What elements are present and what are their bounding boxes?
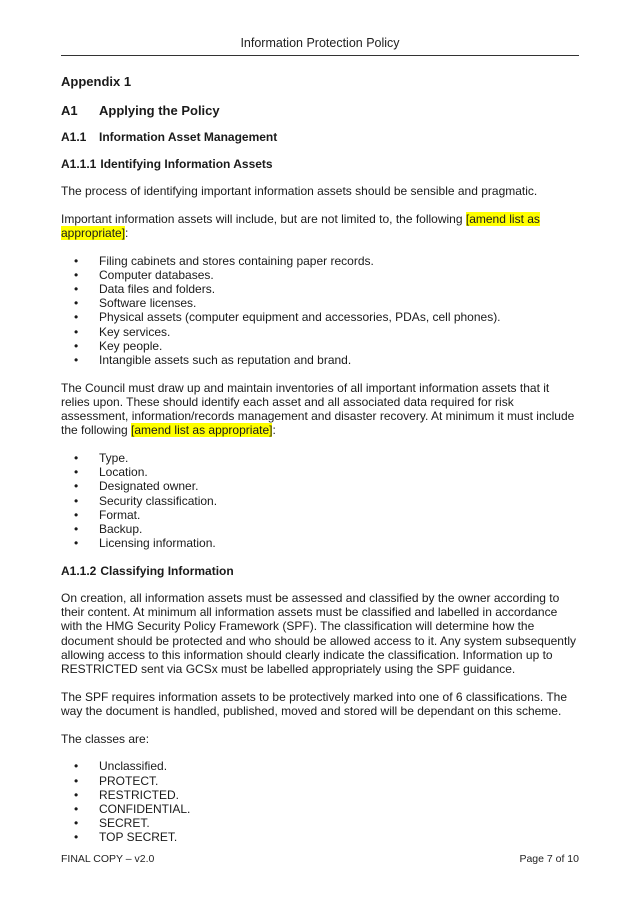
list-item [74, 830, 581, 844]
list-item [74, 296, 581, 310]
bullet-icon: • [74, 773, 79, 788]
list-item [74, 802, 581, 816]
list-item-text: Format. [99, 507, 141, 522]
bullet-icon: • [74, 787, 79, 802]
paragraph-inventories [61, 381, 581, 438]
bullet-icon: • [74, 310, 79, 325]
list-item [74, 325, 581, 339]
bullet-icon: • [74, 522, 79, 537]
section-title: Identifying Information Assets [100, 157, 273, 171]
list-item [74, 479, 581, 493]
assets-list [74, 254, 581, 368]
list-item-text: PROTECT. [99, 773, 159, 788]
list-item-text: TOP SECRET. [99, 830, 178, 845]
paragraph-important-assets [61, 212, 581, 240]
list-item-text: Physical assets (computer equipment and accessories, PDAs, cell phones). [99, 310, 501, 325]
bullet-icon: • [74, 324, 79, 339]
list-item-text: SECRET. [99, 816, 150, 831]
list-item [74, 816, 581, 830]
classifications-list [74, 759, 581, 844]
version-label: FINAL COPY – v2.0 [61, 853, 155, 865]
list-item [74, 522, 581, 536]
list-item [74, 451, 581, 465]
header-rule [61, 55, 579, 56]
list-item [74, 353, 581, 367]
list-item-text: Backup. [99, 522, 143, 537]
running-footer [61, 853, 579, 865]
list-item-text: Filing cabinets and stores containing paper records. [99, 253, 374, 268]
bullet-icon: • [74, 479, 79, 494]
list-item-text: Key services. [99, 324, 171, 339]
section-number: A1.1.2 [61, 563, 97, 578]
paragraph-text: : [272, 423, 276, 438]
section-number: A1.1.1 [61, 157, 97, 171]
list-item [74, 310, 581, 324]
list-item [74, 339, 581, 353]
section-title: Information Asset Management [99, 130, 278, 144]
list-item [74, 788, 581, 802]
list-item-text: CONFIDENTIAL. [99, 801, 191, 816]
list-item-text: Key people. [99, 338, 163, 353]
list-item-text: Type. [99, 451, 129, 466]
list-item-text: Software licenses. [99, 296, 197, 311]
section-title: Applying the Policy [99, 103, 220, 118]
section-number: A1 [61, 103, 78, 118]
list-item [74, 508, 581, 522]
bullet-icon: • [74, 759, 79, 774]
paragraph-classes-intro: The classes are: [61, 731, 150, 746]
highlighted-note: [amend list as appropriate] [61, 211, 540, 240]
paragraph-spf-requirements: The SPF requires information assets to be protectively marked into one of 6 classifications. The way the document is handled, published, moved and stored will be dependant on this scheme. [61, 689, 568, 718]
bullet-icon: • [74, 282, 79, 297]
bullet-icon: • [74, 507, 79, 522]
paragraph-text: : [125, 225, 129, 240]
list-item [74, 774, 581, 788]
paragraph-text: The Council must draw up and maintain inventories of all important information assets that it relies upon. These should identify each asset and all associated data required for risk assessment, information/records management and disaster recovery. At minimum it must include the following [61, 380, 575, 438]
section-heading-a1-1-2 [61, 564, 581, 579]
bullet-icon: • [74, 830, 79, 845]
section-title: Classifying Information [100, 563, 234, 578]
bullet-icon: • [74, 338, 79, 353]
inventory-fields-list [74, 451, 581, 550]
list-item-text: Designated owner. [99, 479, 199, 494]
bullet-icon: • [74, 465, 79, 480]
list-item-text: Unclassified. [99, 759, 168, 774]
list-item [74, 536, 581, 550]
list-item [74, 759, 581, 773]
bullet-icon: • [74, 253, 79, 268]
bullet-icon: • [74, 296, 79, 311]
section-number: A1.1 [61, 130, 87, 144]
bullet-icon: • [74, 267, 79, 282]
bullet-icon: • [74, 493, 79, 508]
list-item [74, 282, 581, 296]
list-item [74, 254, 581, 268]
bullet-icon: • [74, 353, 79, 368]
list-item [74, 465, 581, 479]
bullet-icon: • [74, 801, 79, 816]
list-item [74, 494, 581, 508]
bullet-icon: • [74, 451, 79, 466]
paragraph-on-creation: On creation, all information assets must be assessed and classified by the owner according to their content. At minimum all information assets must be classified and labelled in accordance with the HMG Security Policy Framework (SPF). The classification will determine how the document should be protected and who should be allowed access to it. Any system subsequently allowing access to this information should clearly indicate the classification. Information up to RESTRICTED sent via GCSx must be labelled appropriately using the SPF guidance. [61, 590, 576, 676]
list-item-text: Intangible assets such as reputation and brand. [99, 353, 352, 368]
section-heading-a1 [61, 103, 581, 119]
bullet-icon: • [74, 816, 79, 831]
list-item-text: RESTRICTED. [99, 787, 180, 802]
list-item-text: Licensing information. [99, 536, 216, 551]
section-heading-a1-1-1 [61, 157, 581, 172]
paragraph-text: Important information assets will include, but are not limited to, the following [61, 211, 466, 226]
paragraph-identifying-process: The process of identifying important information assets should be sensible and pragmatic. [61, 184, 538, 198]
list-item-text: Data files and folders. [99, 282, 216, 297]
running-header: Information Protection Policy [240, 36, 400, 50]
highlighted-note: [amend list as appropriate] [131, 423, 273, 438]
list-item-text: Computer databases. [99, 267, 214, 282]
list-item-text: Security classification. [99, 493, 218, 508]
appendix-title: Appendix 1 [61, 74, 132, 89]
list-item [74, 268, 581, 282]
section-heading-a1-1 [61, 130, 581, 145]
list-item-text: Location. [99, 465, 148, 480]
page-content [61, 74, 581, 858]
bullet-icon: • [74, 536, 79, 551]
page-number: Page 7 of 10 [519, 853, 579, 865]
